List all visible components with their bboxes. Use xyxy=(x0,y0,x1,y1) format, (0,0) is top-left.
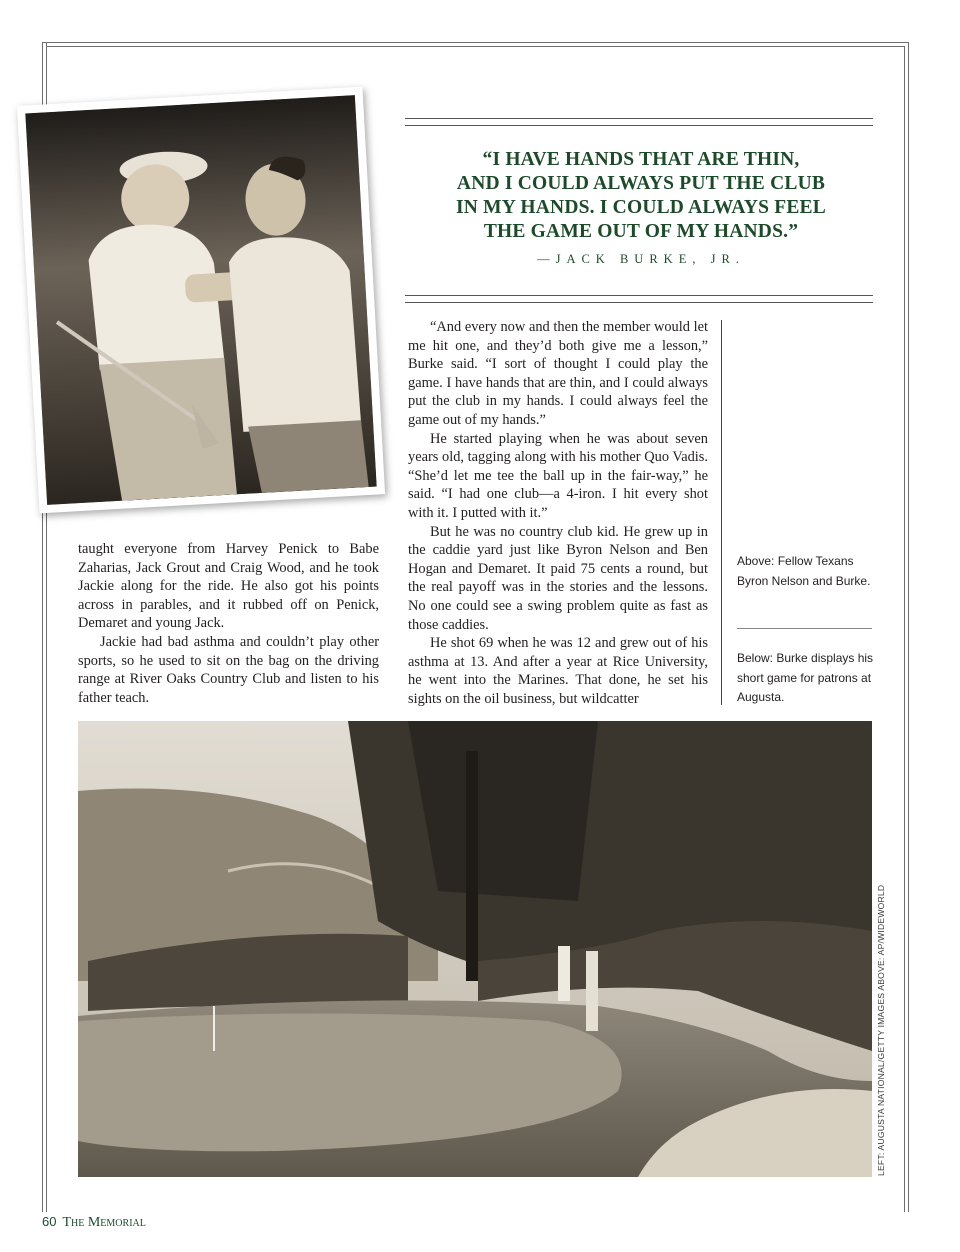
frame-right-outer xyxy=(908,42,909,1212)
caption-above: Above: Fellow Texans Byron Nelson and Burke. xyxy=(737,554,871,588)
pull-quote-line-4: THE GAME OUT OF MY HANDS.” xyxy=(483,221,799,242)
quote-top-rule-2 xyxy=(405,125,873,126)
photo-burke-at-augusta xyxy=(78,721,872,1177)
pull-quote-line-3: IN MY HANDS. I COULD ALWAYS FEEL xyxy=(456,197,826,218)
frame-top-outer xyxy=(42,42,908,43)
caption-separator xyxy=(737,628,872,629)
photo-nelson-and-burke xyxy=(17,87,385,514)
middle-column-text xyxy=(408,318,708,708)
publication-name: The Memorial xyxy=(62,1215,146,1230)
page-number: 60 xyxy=(42,1214,57,1229)
middle-paragraph-2: He started playing when he was about seven years old, tagging along with his mother Quo Vadis. “She’d let me tee the ball up in the fair-way,” he said. “I had one club—a 4-iron. I hit every shot with it. I putted with it.” xyxy=(408,430,708,521)
frame-top-inner xyxy=(46,46,904,47)
two-golfers-illustration xyxy=(25,95,376,505)
pull-quote xyxy=(408,148,874,244)
quote-bottom-rule-2 xyxy=(405,302,873,303)
augusta-green-illustration xyxy=(78,721,872,1177)
left-paragraph-1: taught everyone from Harvey Penick to Babe Zaharias, Jack Grout and Craig Wood, and he took Jackie along for the ride. He also got his points across in parables, and it rubbed off on Penick, Demaret and young Jack. xyxy=(78,541,379,632)
left-paragraph-2: Jackie had bad asthma and couldn’t play other sports, so he used to sit on the bag on the driving range at River Oaks Country Club and listen to his father teach. xyxy=(78,633,379,706)
pull-quote-line-1: “I HAVE HANDS THAT ARE THIN, xyxy=(482,149,800,170)
middle-paragraph-1: “And every now and then the member would let me hit one, and they’d both give me a lesson,” Burke said. “I sort of thought I could play the game. I have hands that are thin, and I could always put the club in my hands. I could always feel the game out of my hands.” xyxy=(408,319,708,428)
quote-bottom-rule-1 xyxy=(405,295,873,296)
frame-right-inner xyxy=(904,46,905,1212)
page-folio xyxy=(42,1214,146,1231)
photo-credit: LEFT: AUGUSTA NATIONAL/GETTY IMAGES ABOVE: AP/WIDEWORLD xyxy=(876,884,886,1176)
pull-quote-attribution: —JACK BURKE, JR. xyxy=(537,252,745,266)
middle-paragraph-3: But he was no country club kid. He grew up in the caddie yard just like Byron Nelson and Ben Hogan and Demaret. It paid 75 cents a round, but the real payoff was in the stories and the lessons. No one could see a swing problem quite as fast as those caddies. xyxy=(408,523,708,633)
caption-divider xyxy=(721,320,722,705)
middle-paragraph-4: He shot 69 when he was 12 and grew out of his asthma at 13. And after a year at Rice University, he went into the Marines. That done, he set his sights on the oil business, but wildcatter xyxy=(408,635,708,707)
photo-nelson-and-burke-image xyxy=(25,95,376,505)
left-column-text xyxy=(78,540,379,707)
quote-top-rule-1 xyxy=(405,118,873,119)
pull-quote-line-2: AND I COULD ALWAYS PUT THE CLUB xyxy=(456,173,826,194)
caption-below: Below: Burke displays his short game for patrons at Augusta. xyxy=(737,651,874,704)
